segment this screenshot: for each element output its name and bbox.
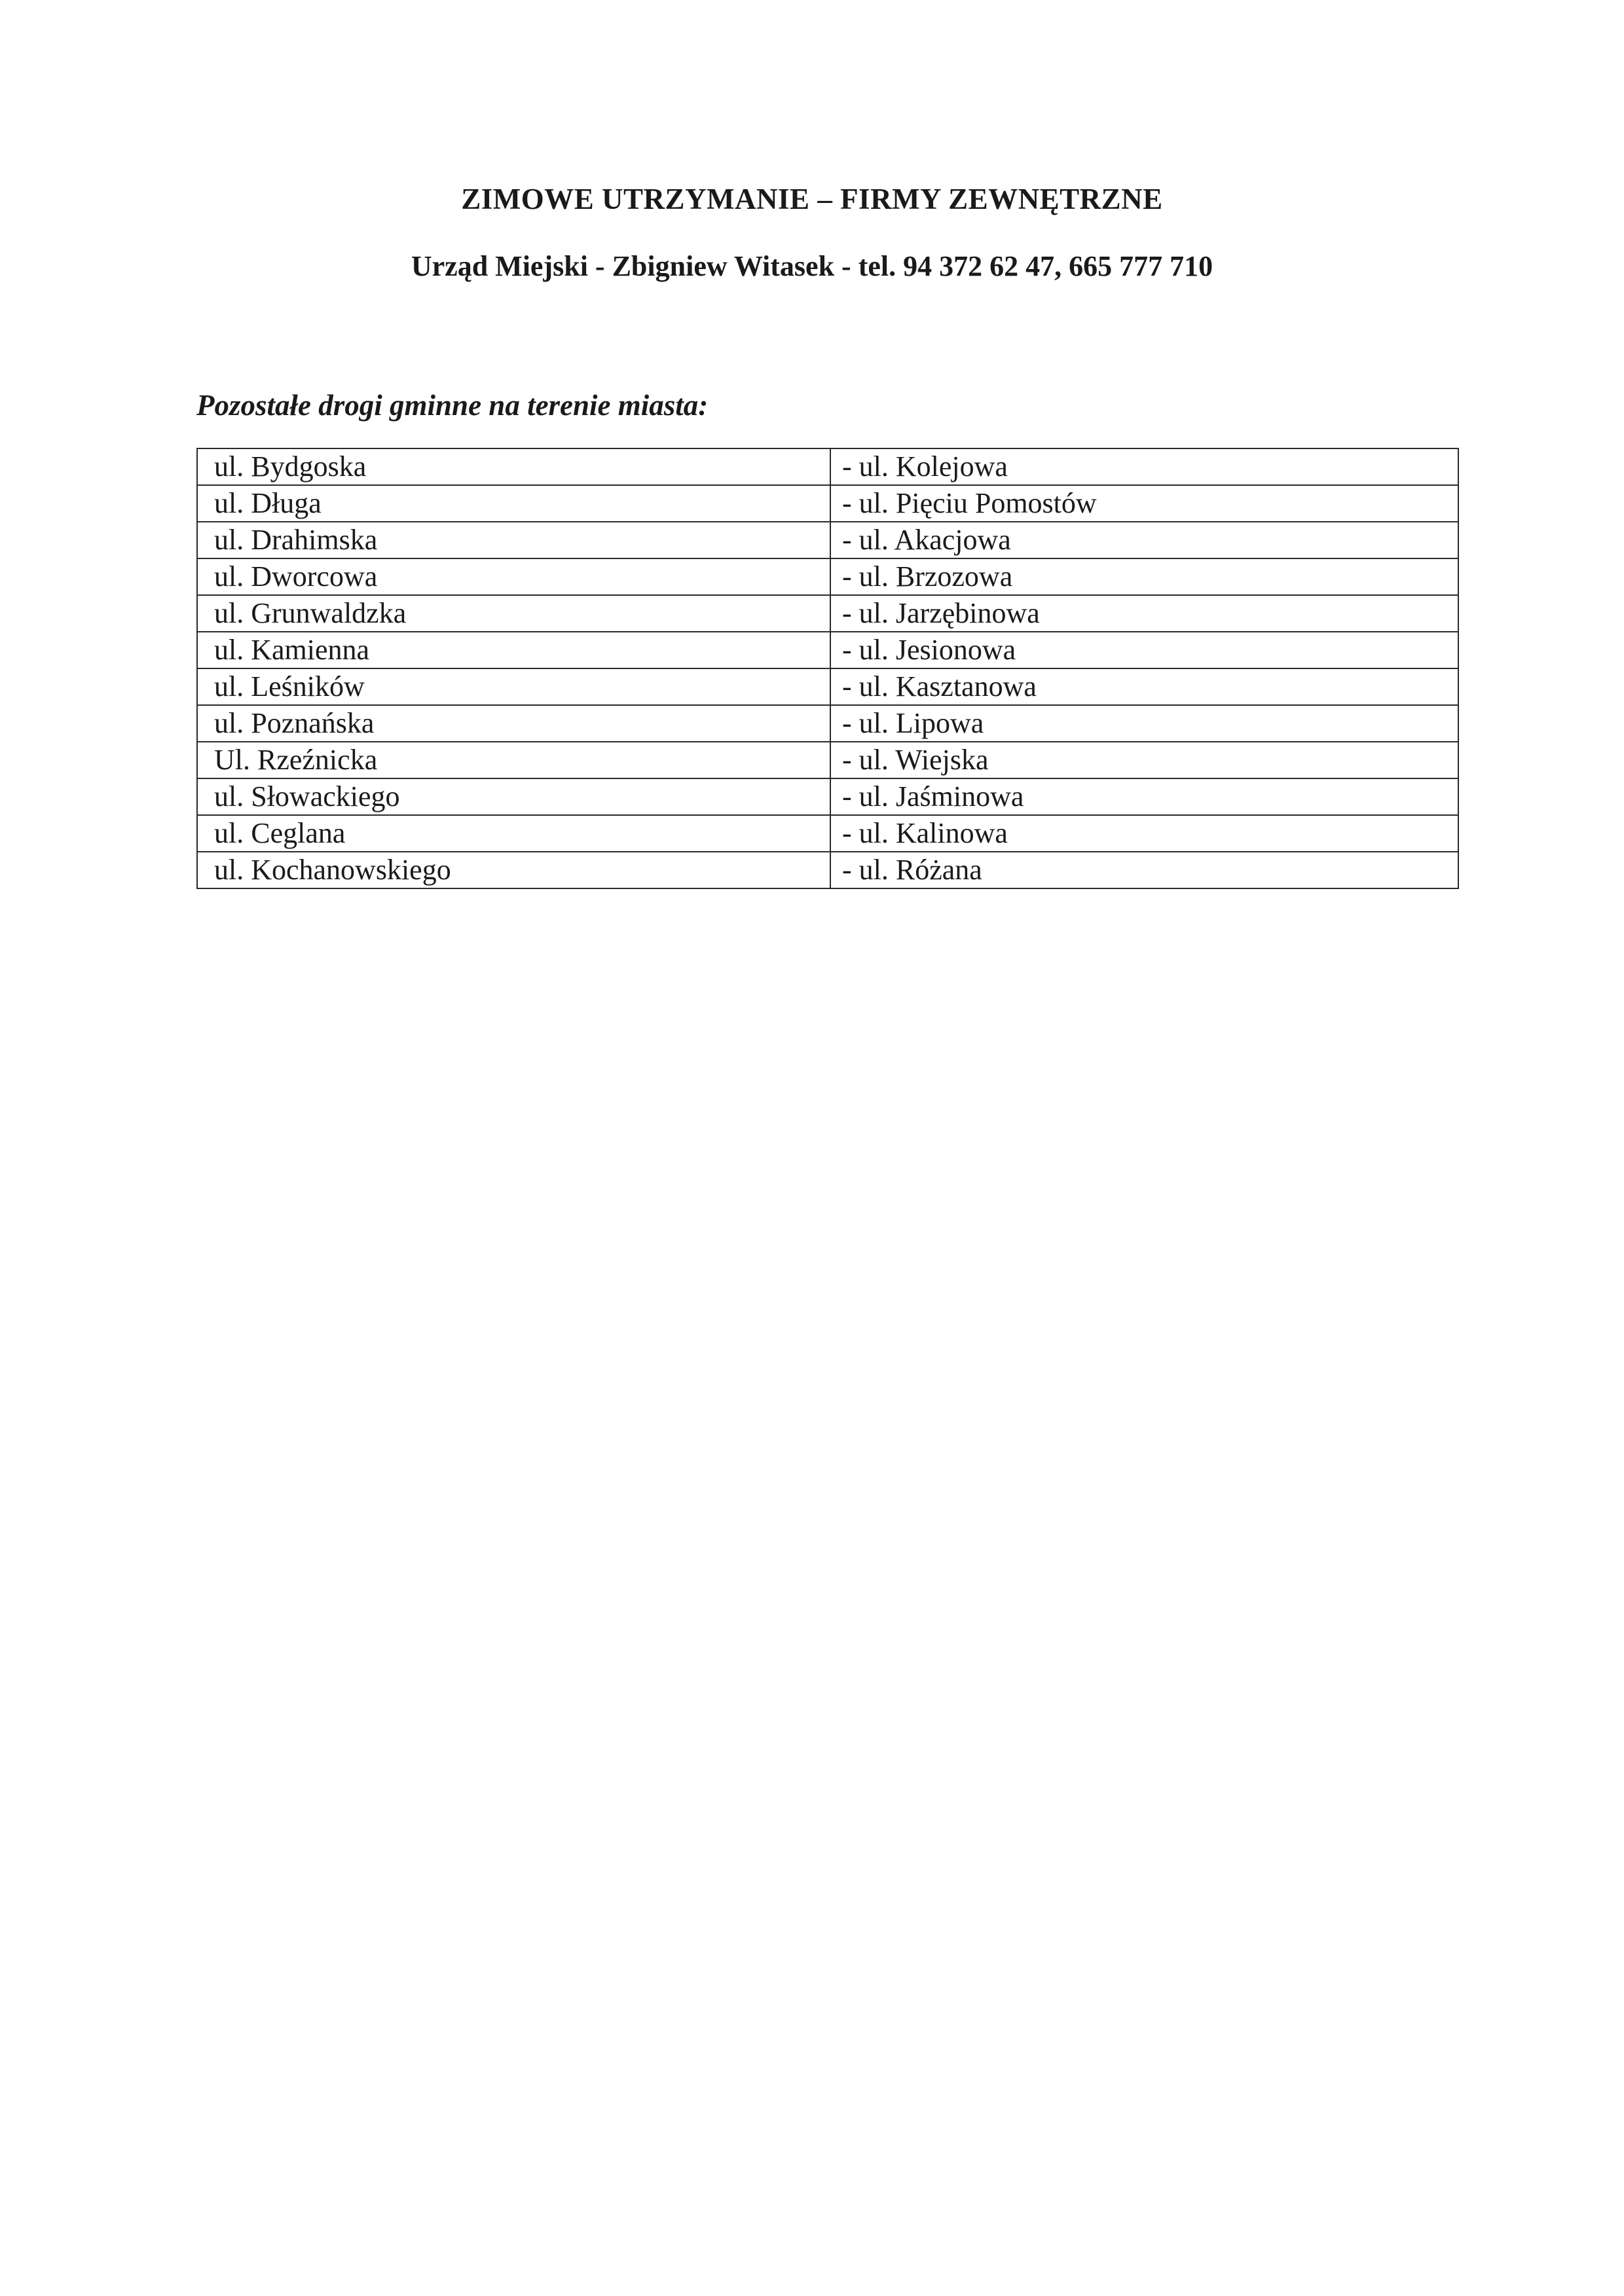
table-row xyxy=(197,815,1458,852)
street-left-cell: ul. Grunwaldzka xyxy=(197,595,830,632)
street-right-cell: - ul. Akacjowa xyxy=(830,522,1458,558)
street-right-cell: - ul. Lipowa xyxy=(830,705,1458,742)
street-right-cell: - ul. Różana xyxy=(830,852,1458,888)
streets-table xyxy=(196,448,1459,889)
street-right-cell: - ul. Kasztanowa xyxy=(830,668,1458,705)
street-left-cell: ul. Kochanowskiego xyxy=(197,852,830,888)
table-row xyxy=(197,742,1458,778)
table-row xyxy=(197,705,1458,742)
table-row xyxy=(197,852,1458,888)
street-right-cell: - ul. Brzozowa xyxy=(830,558,1458,595)
table-row xyxy=(197,632,1458,668)
street-right-cell: - ul. Jaśminowa xyxy=(830,778,1458,815)
document-title: ZIMOWE UTRZYMANIE – FIRMY ZEWNĘTRZNE xyxy=(461,183,1163,215)
table-row xyxy=(197,778,1458,815)
street-right-cell: - ul. Kalinowa xyxy=(830,815,1458,852)
street-right-cell: - ul. Jesionowa xyxy=(830,632,1458,668)
street-right-cell: - ul. Wiejska xyxy=(830,742,1458,778)
street-left-cell: ul. Poznańska xyxy=(197,705,830,742)
street-left-cell: ul. Leśników xyxy=(197,668,830,705)
table-row xyxy=(197,522,1458,558)
section-label: Pozostałe drogi gminne na terenie miasta: xyxy=(196,389,709,422)
street-left-cell: ul. Kamienna xyxy=(197,632,830,668)
street-left-cell: ul. Ceglana xyxy=(197,815,830,852)
table-row xyxy=(197,595,1458,632)
street-left-cell: ul. Słowackiego xyxy=(197,778,830,815)
street-right-cell: - ul. Pięciu Pomostów xyxy=(830,485,1458,522)
document-subtitle: Urząd Miejski - Zbigniew Witasek - tel. 94 372 62 47, 665 777 710 xyxy=(411,250,1213,282)
table-row xyxy=(197,448,1458,485)
street-left-cell: ul. Długa xyxy=(197,485,830,522)
street-left-cell: ul. Dworcowa xyxy=(197,558,830,595)
table-row xyxy=(197,668,1458,705)
street-left-cell: Ul. Rzeźnicka xyxy=(197,742,830,778)
table-row xyxy=(197,485,1458,522)
street-left-cell: ul. Bydgoska xyxy=(197,448,830,485)
street-right-cell: - ul. Jarzębinowa xyxy=(830,595,1458,632)
street-right-cell: - ul. Kolejowa xyxy=(830,448,1458,485)
streets-table-body xyxy=(197,448,1458,888)
street-left-cell: ul. Drahimska xyxy=(197,522,830,558)
table-row xyxy=(197,558,1458,595)
